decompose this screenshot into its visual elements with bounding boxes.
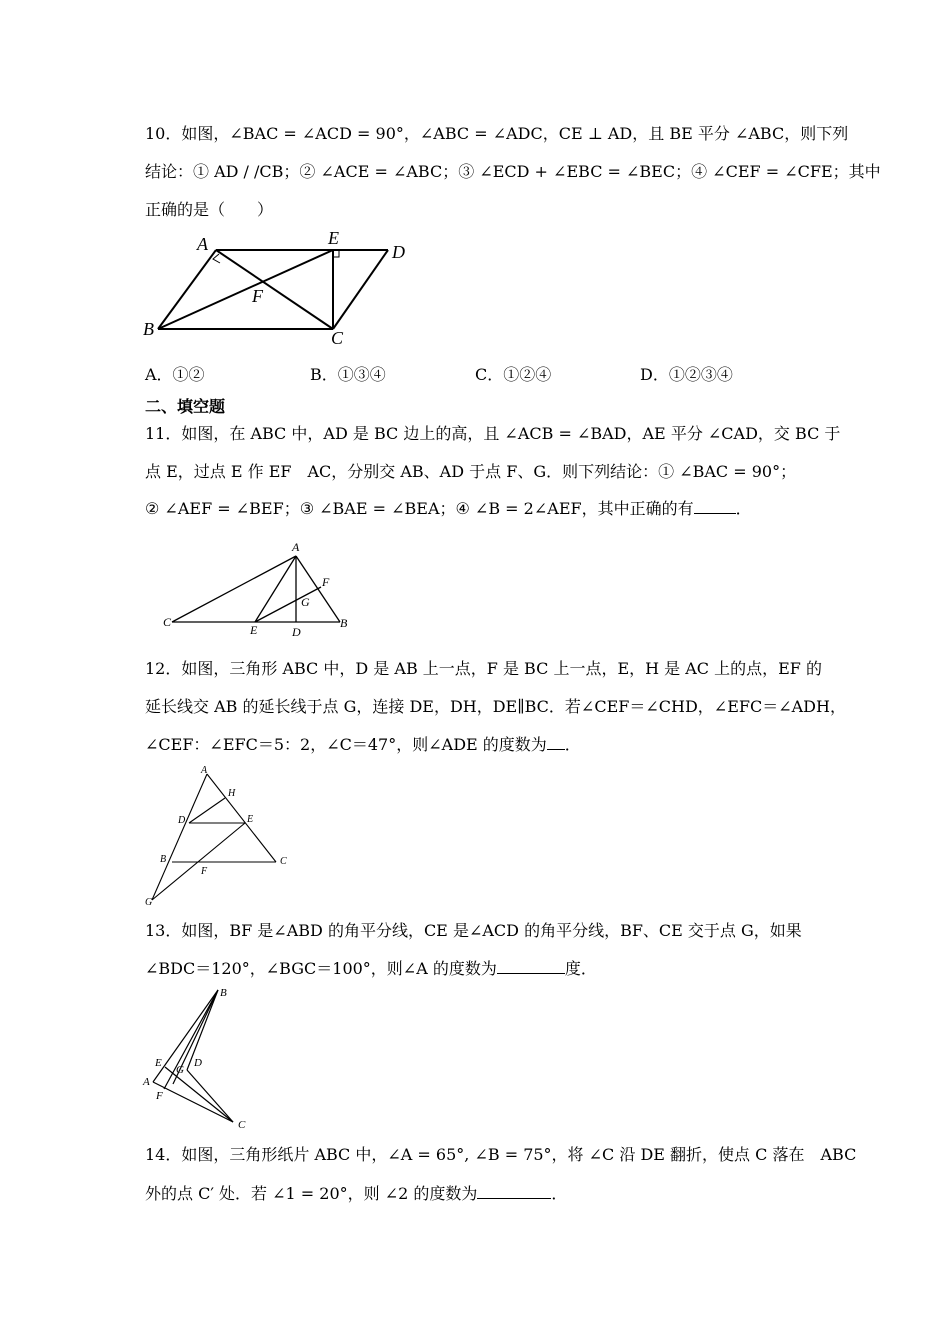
q12-line-3: ∠CEF：∠EFC＝5：2，∠C＝47°，则∠ADE 的度数为 <box>145 735 547 754</box>
q13-label-c: C <box>238 1119 246 1131</box>
q12-label-h: H <box>228 788 236 799</box>
q13-label-g: G <box>176 1064 184 1076</box>
q13-answer-blank[interactable] <box>497 959 565 974</box>
q12-figure <box>142 762 292 907</box>
q11-label-c: C <box>163 615 172 629</box>
q13-line-2-end: 度． <box>564 959 597 978</box>
q12-line-3-wrap <box>145 735 810 755</box>
q13-label-e: E <box>155 1057 162 1069</box>
q10-line-2: 结论：① AD / /CB；② ∠ACE = ∠ABC；③ ∠ECD + ∠EBC = ∠BEC；④ ∠CEF = ∠CFE；其中 <box>145 162 881 181</box>
q13-line-2-wrap <box>145 959 810 979</box>
q12-label-f: F <box>201 866 208 877</box>
q12-answer-blank[interactable] <box>547 735 565 750</box>
q11-label-b: B <box>340 616 348 630</box>
q10-label-c: C <box>331 328 344 348</box>
q10-figure <box>140 226 420 351</box>
q14-line-2: 外的点 C′ 处．若 ∠1 = 20°，则 ∠2 的度数为 <box>145 1184 478 1203</box>
q10-line-1: 10．如图，∠BAC = ∠ACD = 90°，∠ABC = ∠ADC，CE ⊥ AD，且 BE 平分 ∠ABC，则下列 <box>145 124 849 143</box>
q11-line-3-end: ． <box>735 499 752 518</box>
q13-label-b: B <box>220 987 227 999</box>
q11-line-3-wrap <box>145 499 810 519</box>
q12-label-c: C <box>280 856 287 867</box>
q12-line-2: 延长线交 AB 的延长线于点 G，连接 DE，DH，DE∥BC．若∠CEF＝∠CHD，∠EFC＝∠ADH， <box>145 697 846 716</box>
q13-label-f: F <box>156 1090 163 1102</box>
q10-label-a: A <box>197 234 208 254</box>
choice-b[interactable]: B．①③④ <box>310 365 386 384</box>
q10-label-f: F <box>252 286 263 306</box>
q10-label-d: D <box>392 242 405 262</box>
section-title: 二、填空题 <box>145 397 226 416</box>
q12-label-a: A <box>201 765 208 776</box>
q13-label-d: D <box>194 1057 202 1069</box>
q13-label-a: A <box>143 1076 150 1088</box>
q11-line-3: ② ∠AEF = ∠BEF；③ ∠BAE = ∠BEA；④ ∠B = 2∠AEF，其中正确的有 <box>145 499 694 518</box>
choice-c[interactable]: C．①②④ <box>475 365 552 384</box>
q11-line-1: 11．如图，在 ABC 中，AD 是 BC 边上的高，且 ∠ACB = ∠BAD，AE 平分 ∠CAD，交 BC 于 <box>145 424 841 443</box>
q13-line-2: ∠BDC＝120°，∠BGC＝100°，则∠A 的度数为 <box>145 959 497 978</box>
q11-label-e: E <box>250 623 258 637</box>
q10-label-e: E <box>328 228 339 248</box>
q13-figure <box>140 985 255 1133</box>
q14-answer-blank[interactable] <box>477 1184 551 1199</box>
q10-line-3: 正确的是（ ） <box>145 200 274 219</box>
q14-line-1: 14．如图，三角形纸片 ABC 中，∠A = 65°, ∠B = 75°，将 ∠C 沿 DE 翻折，使点 C 落在 ABC <box>145 1145 857 1164</box>
q11-label-a: A <box>292 540 300 554</box>
choice-d[interactable]: D．①②③④ <box>640 365 733 384</box>
q14-line-2-wrap <box>145 1184 810 1204</box>
choice-a[interactable]: A．①② <box>145 365 205 384</box>
q12-label-g: G <box>145 897 153 908</box>
q10-label-b: B <box>143 319 154 339</box>
q11-figure <box>160 538 355 640</box>
q12-line-3-end: ． <box>564 735 581 754</box>
q11-line-2: 点 E，过点 E 作 EF AC，分别交 AB、AD 于点 F、G．则下列结论：① ∠BAC = 90°； <box>145 462 797 481</box>
q12-line-1: 12．如图，三角形 ABC 中，D 是 AB 上一点，F 是 BC 上一点，E，H 是 AC 上的点，EF 的 <box>145 659 822 678</box>
q13-line-1: 13．如图，BF 是∠ABD 的角平分线，CE 是∠ACD 的角平分线，BF、CE 交于点 G，如果 <box>145 921 802 940</box>
q11-label-g: G <box>301 595 310 609</box>
q12-label-d: D <box>178 815 186 826</box>
q14-line-2-end: ． <box>551 1184 568 1203</box>
q12-label-b: B <box>160 854 167 865</box>
q12-label-e: E <box>247 814 254 825</box>
q11-label-d: D <box>292 625 301 639</box>
q11-label-f: F <box>322 575 330 589</box>
q11-answer-blank[interactable] <box>694 499 736 514</box>
